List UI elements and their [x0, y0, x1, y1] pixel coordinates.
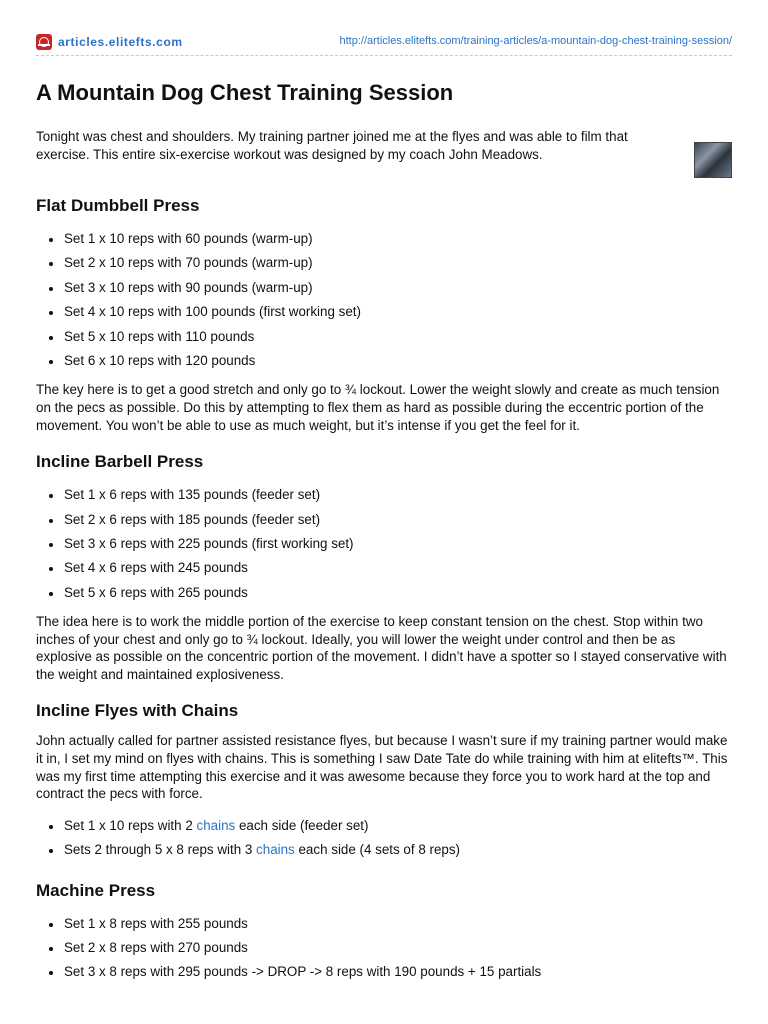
site-logo[interactable]	[36, 34, 183, 50]
list-item-text: Sets 2 through 5 x 8 reps with 3	[64, 842, 257, 858]
list-item-text: Set 1 x 10 reps with 2	[64, 817, 197, 833]
list-item: Set 2 x 6 reps with 185 pounds (feeder set)	[36, 508, 732, 532]
set-list-incline-barbell-press	[36, 483, 732, 605]
list-item: Set 6 x 10 reps with 120 pounds	[36, 349, 732, 373]
list-item: Set 1 x 6 reps with 135 pounds (feeder set)	[36, 483, 732, 507]
list-item: Set 1 x 10 reps with 60 pounds (warm-up)	[36, 227, 732, 251]
section-heading-incline-barbell-press: Incline Barbell Press	[36, 452, 204, 472]
set-list-flat-dumbbell-press	[36, 227, 732, 373]
article-url-link[interactable]: http://articles.elitefts.com/training-articles/a-mountain-dog-chest-training-session/	[339, 35, 732, 47]
article-body	[36, 128, 732, 985]
site-name: articles.elitefts.com	[58, 35, 183, 49]
header-divider	[36, 55, 732, 56]
section-heading-flat-dumbbell-press: Flat Dumbbell Press	[36, 196, 200, 215]
set-list-incline-flyes-chains	[36, 814, 732, 863]
paragraph-flat-dumbbell-notes: The key here is to get a good stretch and only go to ¾ lockout. Lower the weight slowly and create as much tension on the pecs as possible. Do this by attempting to flex them as hard as possible during the eccentric portion of the movement. You won’t be able to use as much weight, but it’s intense if you get the feel for it.	[36, 382, 720, 433]
list-item-text: each side (feeder set)	[235, 817, 369, 833]
elitefts-logo-icon	[36, 34, 52, 50]
article-thumbnail-image[interactable]	[694, 142, 732, 178]
chains-link[interactable]: chains	[196, 817, 236, 833]
list-item	[36, 814, 732, 838]
chains-link[interactable]: chains	[256, 842, 295, 858]
article-title: A Mountain Dog Chest Training Session	[36, 80, 454, 105]
intro-paragraph: Tonight was chest and shoulders. My training partner joined me at the flyes and was able to film that exercise. This entire six-exercise workout was designed by my coach John Meadows.	[36, 129, 628, 162]
set-list-machine-press	[36, 912, 732, 985]
list-item: Set 3 x 10 reps with 90 pounds (warm-up)	[36, 276, 732, 300]
list-item: Set 5 x 10 reps with 110 pounds	[36, 325, 732, 349]
list-item-text: each side (4 sets of 8 reps)	[294, 842, 460, 858]
list-item: Set 1 x 8 reps with 255 pounds	[36, 912, 732, 936]
list-item	[36, 838, 732, 862]
list-item: Set 2 x 10 reps with 70 pounds (warm-up)	[36, 251, 732, 275]
section-heading-machine-press: Machine Press	[36, 880, 156, 900]
paragraph-incline-barbell-notes: The idea here is to work the middle portion of the exercise to keep constant tension on the chest. Stop within two inches of your chest and only go to ¾ lockout. Ideally, you will lower the weight under control and then be as explosive as possible on the concentric portion of the movement. I didn’t have a spotter so I stayed conservative with the weight and maintained explosiveness.	[36, 614, 727, 682]
list-item: Set 2 x 8 reps with 270 pounds	[36, 936, 732, 960]
list-item: Set 4 x 10 reps with 100 pounds (first working set)	[36, 300, 732, 324]
list-item: Set 4 x 6 reps with 245 pounds	[36, 556, 732, 580]
paragraph-incline-flyes-intro: John actually called for partner assisted resistance flyes, but because I wasn’t sure if my training partner would make it in, I set my mind on flyes with chains. This is something I saw Date Tate do while training with him at elitefts™. This was my first time attempting this exercise and it was awesome because they force you to work hard at the top and contract the pecs with force.	[36, 733, 728, 802]
list-item: Set 3 x 8 reps with 295 pounds -> DROP -> 8 reps with 190 pounds + 15 partials	[36, 960, 732, 984]
section-heading-incline-flyes-chains: Incline Flyes with Chains	[36, 701, 239, 721]
intro-block	[36, 128, 732, 178]
list-item: Set 3 x 6 reps with 225 pounds (first working set)	[36, 532, 732, 556]
list-item: Set 5 x 6 reps with 265 pounds	[36, 581, 732, 605]
page-header	[36, 33, 732, 51]
